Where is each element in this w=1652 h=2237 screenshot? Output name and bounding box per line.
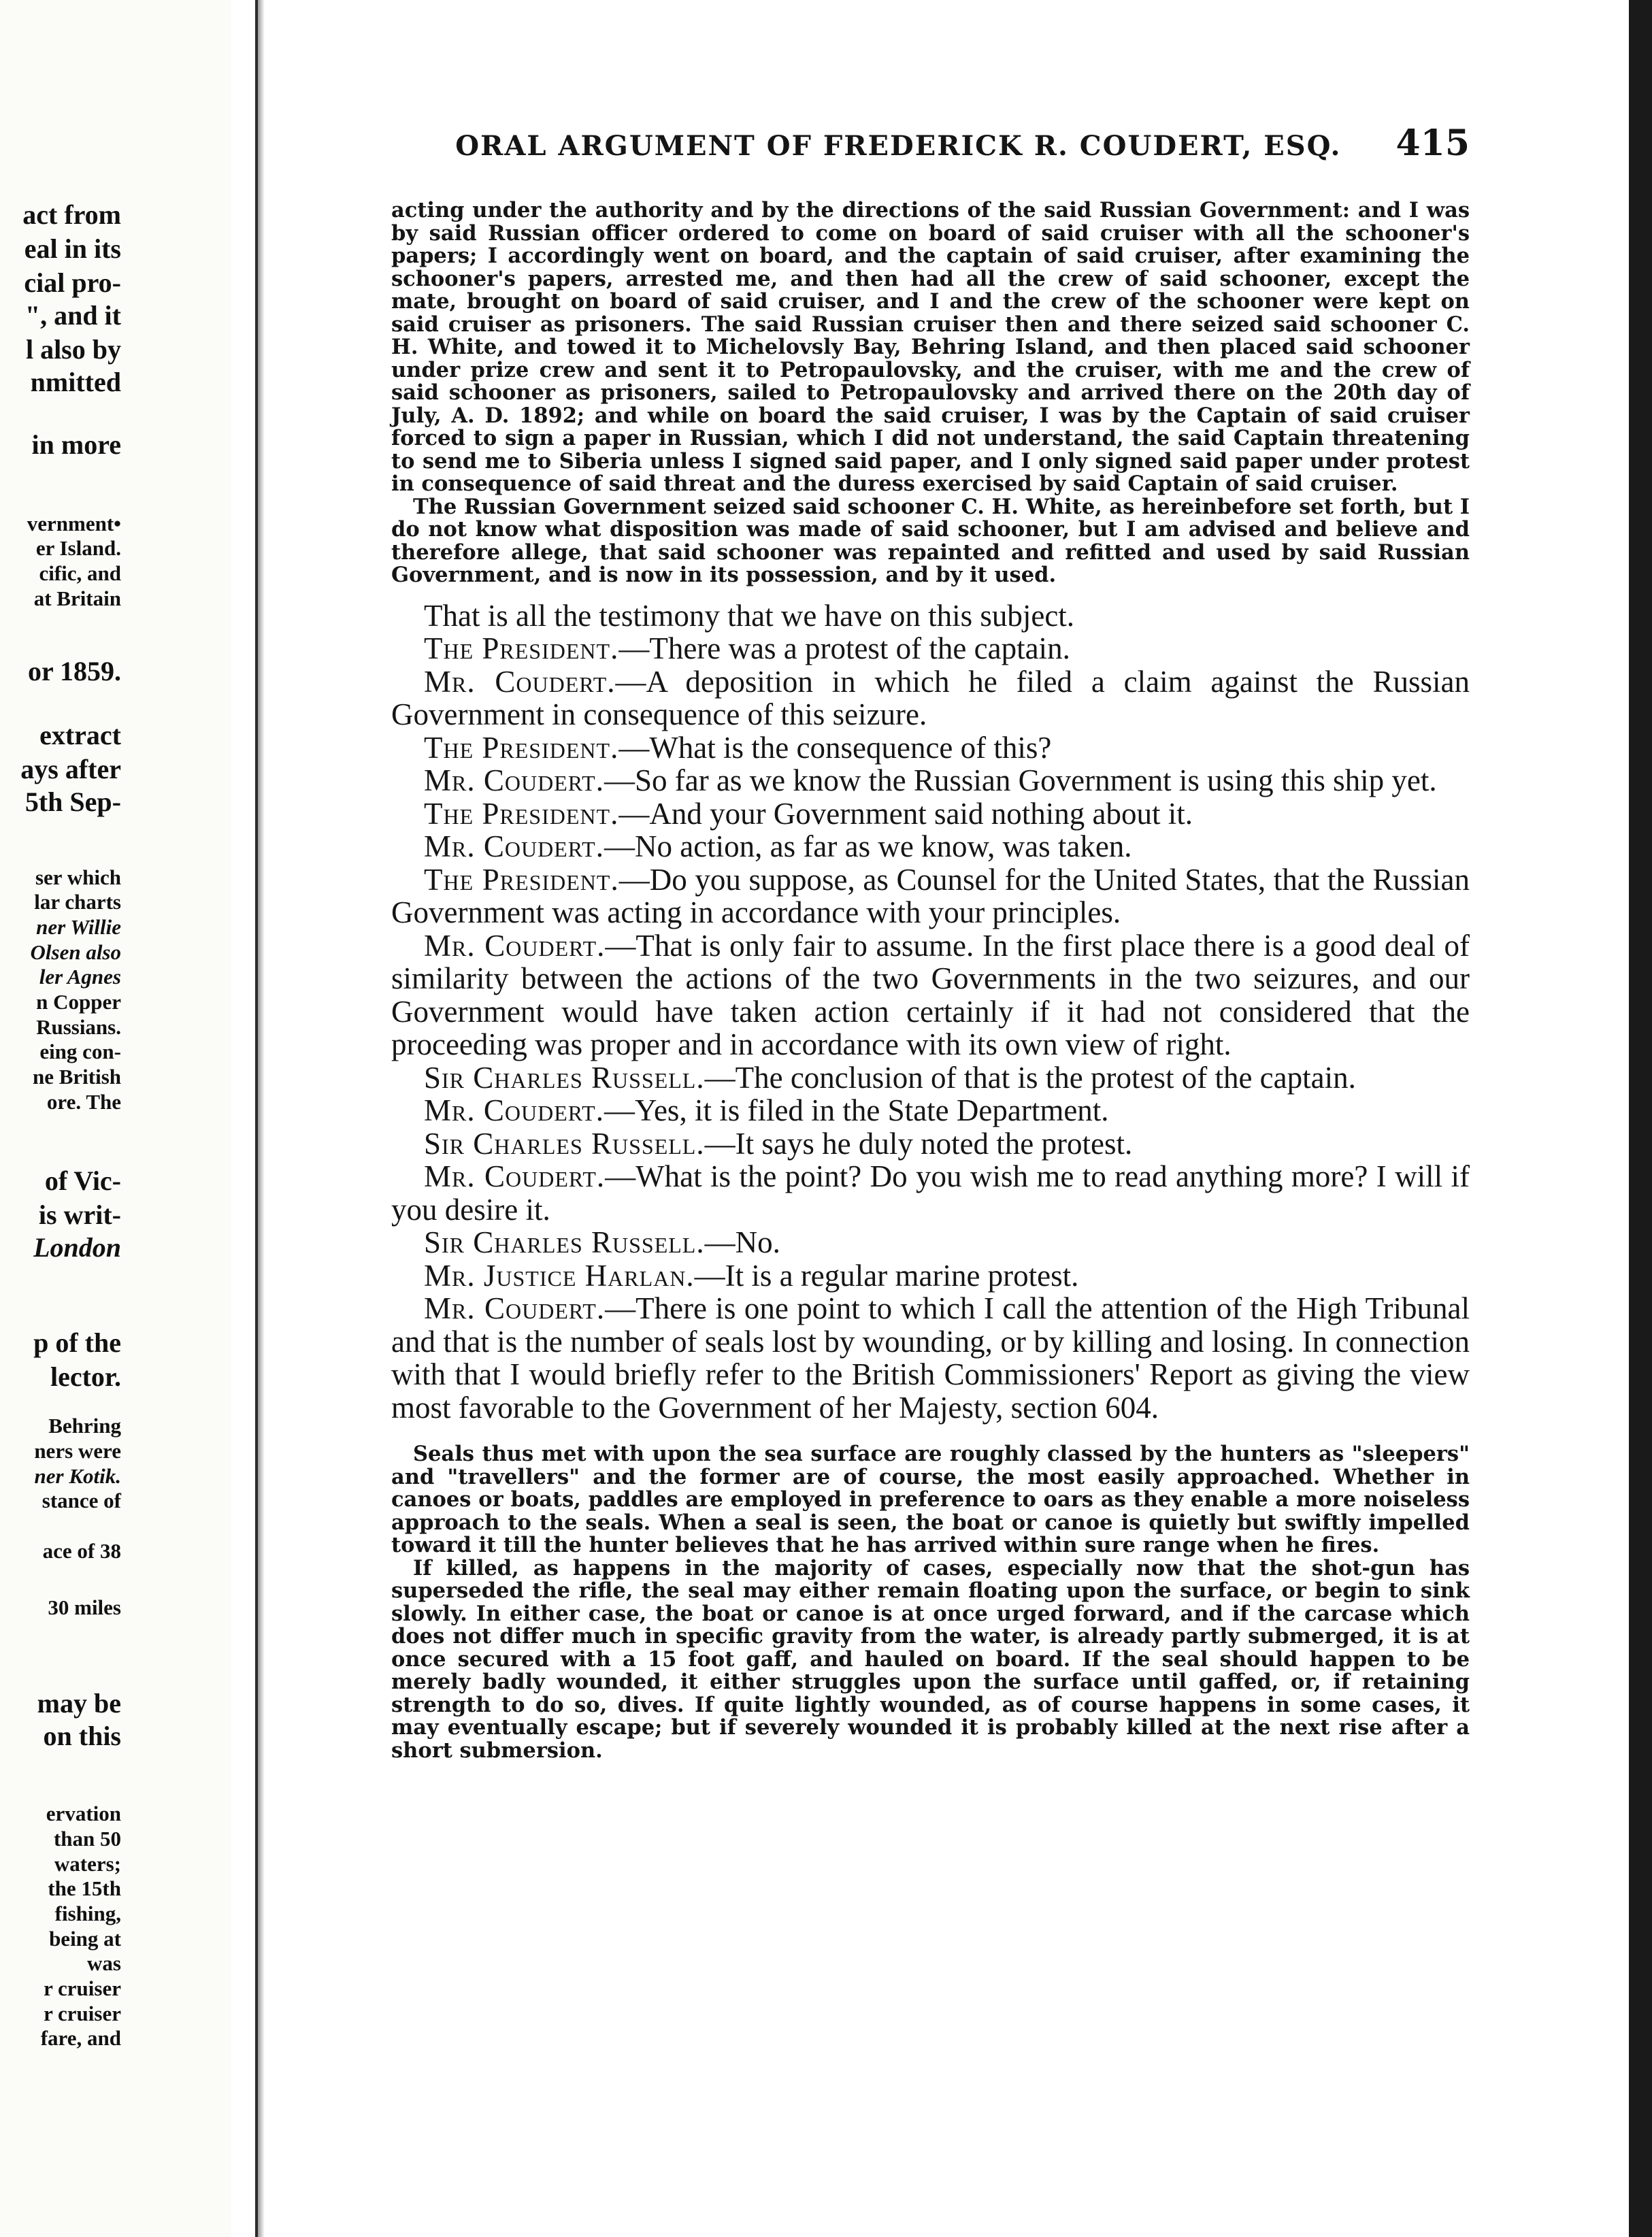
fragment-line: fare, and (40, 2026, 121, 2050)
dialog-text: That is all the testimony that we have on this subject. (424, 598, 1075, 633)
dialog-paragraph (391, 1127, 1470, 1161)
dialog-paragraph (391, 665, 1470, 731)
fragment-line: ", and it (24, 300, 121, 331)
speaker-name: Mr. Coudert. (424, 664, 616, 699)
fragment-line: ler Agnes (39, 965, 121, 989)
fragment-line: waters; (54, 1852, 121, 1876)
speaker-name: Mr. Coudert. (424, 1159, 606, 1193)
fragment-line: being at (49, 1927, 121, 1951)
gutter-shadow (258, 0, 265, 2237)
fragment-line: extract (39, 720, 121, 750)
fragment-line: fishing, (54, 1902, 121, 1925)
dialog-paragraph (391, 863, 1470, 929)
dialog-text: —It is a regular marine protest. (694, 1258, 1079, 1293)
fragment-line: ners were (34, 1439, 121, 1463)
dialog-text: —No action, as far as we know, was taken. (604, 829, 1132, 863)
dialog-paragraph (391, 1292, 1470, 1424)
fragment-line: p of the (33, 1327, 121, 1358)
dialog-text: —So far as we know the Russian Government is using this ship yet. (604, 763, 1437, 797)
speaker-name: The President. (424, 631, 619, 665)
dialog-paragraph (391, 1226, 1470, 1259)
dialog-paragraph (391, 599, 1470, 633)
quote-paragraph: acting under the authority and by the directions of the said Russian Government: and I was by said Russian officer ordered to come on board of said cruiser with all the schooner's papers; I accordingly went on board, and the captain of said cruiser, after examining the schooner's papers, arrested me, and then had all the crew of said schooner, except the mate, brought on board of said cruiser, and I and the crew of the schooner were kept on said cruiser as prisoners. The said Russian cruiser then and there seized said schooner C. H. White, and towed it to Michelovsly Bay, Behring Island, and then placed said schooner under prize crew and sent it to Petropaulovsky, and the cruiser, with me and the crew of said schooner as prisoners, sailed to Petropaulovsky and arrived there on the 20th day of July, A. D. 1892; and while on board the said cruiser, I was by the Captain of said cruiser forced to sign a paper in Russian, which I did not understand, the said Captain threatening to send me to Siberia unless I signed said paper, and I only signed said paper under protest in consequence of said threat and the duress exercised by said Captain of said cruiser. (391, 198, 1470, 496)
dialog-paragraph (391, 632, 1470, 665)
speaker-name: The President. (424, 730, 619, 765)
fragment-line: lector. (50, 1361, 121, 1392)
fragment-line: may be (37, 1688, 121, 1719)
page-415 (391, 122, 1470, 1762)
speaker-name: Mr. Coudert. (424, 928, 606, 963)
fragment-line: eing con- (39, 1040, 121, 1063)
fragment-line: 30 miles (48, 1595, 121, 1619)
page-number: 415 (1395, 122, 1470, 164)
quote-paragraph: Seals thus met with upon the sea surface are roughly classed by the hunters as "sleepers" and "travellers" and the former are of course, the most easily approached. Whether in canoes or boats, paddles are employed in preference to oars as they enable a more noiseless approach to the seals. When a seal is seen, the boat or canoe is quietly but swiftly impelled toward it till the hunter believes that he has arrived within sure range when he fires. (391, 1442, 1470, 1557)
fragment-line: eal in its (24, 233, 121, 264)
fragment-line: n Copper (36, 990, 121, 1014)
dialog-paragraph (391, 797, 1470, 831)
dialog-text: —A deposition in which he filed a claim against the Russian Government in consequence of this seizure. (391, 664, 1470, 731)
fragment-line: London (33, 1232, 121, 1263)
fragment-line: the 15th (48, 1876, 121, 1900)
fragment-line: ace of 38 (42, 1539, 121, 1563)
dialog-paragraph (391, 731, 1470, 765)
fragment-line: ne British (32, 1065, 121, 1089)
fragment-line: l also by (25, 334, 121, 365)
quote-paragraph: The Russian Government seized said schooner C. H. White, as hereinbefore set forth, but I do not know what disposition was made of said schooner, but I am advised and believe and therefore allege, that said schooner was repainted and refitted and used by said Russian Government, and is now in its possession, and by it used. (391, 494, 1470, 587)
dialog-text: —The conclusion of that is the protest of the captain. (704, 1060, 1356, 1095)
speaker-name: Mr. Justice Harlan. (424, 1258, 695, 1293)
fragment-line: stance of (42, 1489, 121, 1512)
quote-paragraph: If killed, as happens in the majority of cases, especially now that the shot-gun has superseded the rifle, the seal may either remain floating upon the surface, or begin to sink slowly. In either case, the boat or canoe is at once urged forward, and if the carcase which does not differ much in specific gravity from the water, is already partly submerged, it is at once secured with a 15 foot gaff, and hauled on board. If the seal should happen to be merely badly wounded, it either struggles upon the surface until gaffed, or, if retaining strength to do so, dives. If quite lightly wounded, as of course happens in some cases, it may eventually escape; but if severely wounded it is probably killed at the next rise after a short submersion. (391, 1555, 1470, 1763)
fragment-line: er Island. (35, 536, 121, 560)
fragment-line: on this (43, 1721, 121, 1751)
dialog-text: —Yes, it is filed in the State Department. (604, 1093, 1109, 1127)
deposition-quote (391, 199, 1470, 587)
dialog-text: —There is one point to which I call the attention of the High Tribunal and that is the number of seals lost by wounding, or by killing and losing. In connection with that I would briefly refer to the British Commissioners' Report as giving the view most favorable to the Government of her Majesty, section 604. (391, 1291, 1470, 1425)
fragment-line: vernment• (27, 512, 121, 535)
fragment-line: ner Kotik. (34, 1464, 121, 1488)
scan-border (1629, 0, 1652, 2237)
speaker-name: Mr. Coudert. (424, 1093, 604, 1127)
fragment-line: nmitted (30, 367, 121, 397)
fragment-line: in more (31, 429, 121, 460)
fragment-line: act from (22, 199, 121, 230)
dialog-paragraph (391, 764, 1470, 797)
fragment-line: ervation (46, 1802, 121, 1825)
fragment-line: r cruiser (44, 2002, 121, 2025)
speaker-name: Sir Charles Russell. (424, 1060, 705, 1095)
speaker-name: Mr. Coudert. (424, 1291, 606, 1325)
fragment-line: Russians. (36, 1015, 121, 1039)
fragment-line: than 50 (53, 1827, 121, 1851)
speaker-name: Mr. Coudert. (424, 829, 604, 863)
fragment-line: ore. The (46, 1090, 121, 1114)
fragment-line: is writ- (38, 1199, 121, 1230)
fragment-line: lar charts (34, 890, 121, 914)
fragment-line: 5th Sep- (24, 786, 121, 817)
speaker-name: Sir Charles Russell. (424, 1225, 705, 1259)
fragment-line: cific, and (39, 561, 121, 585)
page-header (391, 122, 1470, 164)
commissioners-report-quote (391, 1443, 1470, 1762)
previous-page-fragment (0, 0, 231, 2237)
fragment-line: of Vic- (44, 1165, 121, 1196)
speaker-name: Mr. Coudert. (424, 763, 604, 797)
dialog-section (391, 599, 1470, 1425)
fragment-line: ser which (35, 865, 121, 889)
fragment-line: r cruiser (44, 1976, 121, 2000)
speaker-name: The President. (424, 796, 619, 831)
dialog-text: —There was a protest of the captain. (618, 631, 1070, 665)
fragment-line: or 1859. (27, 656, 121, 686)
fragment-line: ner Willie (36, 915, 121, 939)
dialog-text: —Do you suppose, as Counsel for the United States, that the Russian Government was acting in accordance with your principles. (391, 862, 1470, 929)
dialog-text: —What is the point? Do you wish me to read anything more? I will if you desire it. (391, 1159, 1470, 1227)
dialog-paragraph (391, 929, 1470, 1061)
fragment-line: cial pro- (24, 267, 121, 298)
fragment-line: ays after (20, 754, 121, 784)
dialog-text: —It says he duly noted the protest. (704, 1126, 1133, 1161)
dialog-paragraph (391, 1061, 1470, 1095)
dialog-paragraph (391, 1094, 1470, 1127)
fragment-line: was (87, 1951, 121, 1975)
fragment-line: Olsen also (30, 940, 121, 964)
speaker-name: The President. (424, 862, 619, 897)
fragment-line: Behring (48, 1414, 121, 1438)
dialog-text: —What is the consequence of this? (618, 730, 1052, 765)
dialog-paragraph (391, 1160, 1470, 1226)
running-head: ORAL ARGUMENT OF FREDERICK R. COUDERT, ESQ. (455, 130, 1342, 162)
fragment-line: at Britain (33, 586, 121, 610)
dialog-paragraph (391, 830, 1470, 863)
speaker-name: Sir Charles Russell. (424, 1126, 705, 1161)
dialog-text: —That is only fair to assume. In the first place there is a good deal of similarity between the actions of the two Governments in the two seizures, and our Government would have taken action certainly if it had not considered that the proceeding was proper and in accordance with its own view of right. (391, 928, 1470, 1061)
dialog-text: —And your Government said nothing about it. (618, 796, 1193, 831)
dialog-paragraph (391, 1259, 1470, 1293)
dialog-text: —No. (704, 1225, 780, 1259)
